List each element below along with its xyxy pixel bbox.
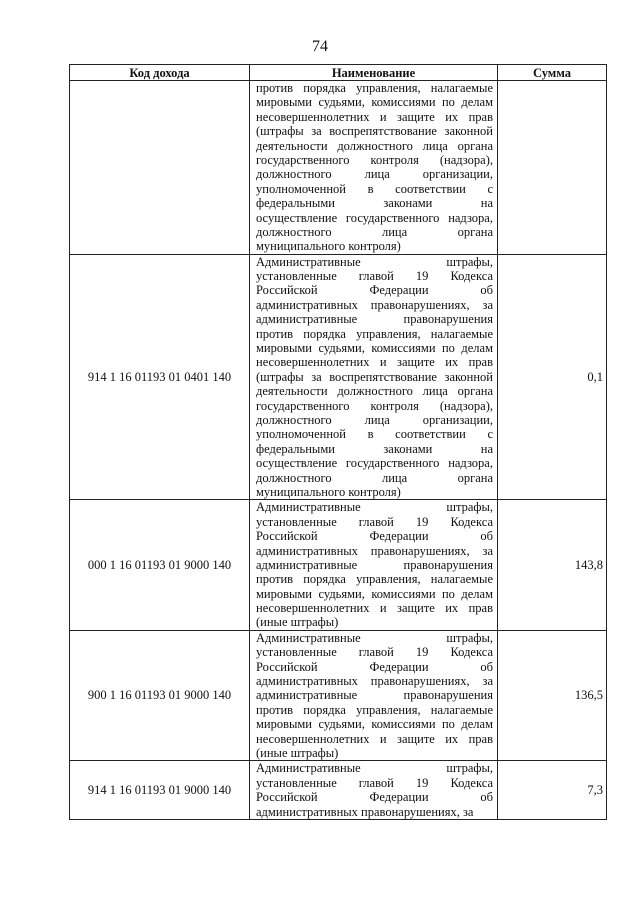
name-line: Российской Федерации об (256, 790, 493, 805)
revenue-code: 900 1 16 01193 01 9000 140 (70, 630, 250, 761)
revenue-code: 914 1 16 01193 01 0401 140 (70, 254, 250, 500)
name-line: Административные штрафы, (256, 630, 493, 645)
name-line: против порядка управления, налагаемые (256, 81, 493, 95)
revenue-name (250, 254, 498, 500)
table-header-row (70, 65, 607, 81)
revenue-name (250, 500, 498, 631)
name-line: (иные штрафы) (256, 745, 339, 760)
revenue-sum: 136,5 (498, 630, 607, 761)
name-line: административные правонарушения (256, 688, 493, 703)
name-line: (штрафы за воспрепятствование законной (256, 369, 493, 384)
table-row (70, 254, 607, 500)
name-line: деятельности должностного лица органа (256, 138, 493, 153)
revenue-sum: 143,8 (498, 500, 607, 631)
revenue-code: 914 1 16 01193 01 9000 140 (70, 761, 250, 820)
header-name: Наименование (250, 65, 498, 81)
name-line: административных правонарушениях, за (256, 804, 474, 819)
revenue-name (250, 630, 498, 761)
revenue-table (69, 64, 607, 820)
name-line: мировыми судьями, комиссиями по делам (256, 586, 493, 601)
name-line: должностного лица организации, (256, 167, 493, 182)
name-line: Российской Федерации об (256, 659, 493, 674)
name-line: против порядка управления, налагаемые (256, 702, 493, 717)
page-number: 74 (312, 38, 328, 55)
name-line: против порядка управления, налагаемые (256, 326, 493, 341)
name-line: федеральными законами на (256, 196, 493, 211)
name-line: установленные главой 19 Кодекса (256, 775, 493, 790)
name-line: против порядка управления, налагаемые (256, 572, 493, 587)
name-line: Российской Федерации об (256, 529, 493, 544)
header-code: Код дохода (70, 65, 250, 81)
name-line: должностного лица организации, (256, 412, 493, 427)
name-line: несовершеннолетних и защите их прав (256, 601, 493, 616)
table-row (70, 500, 607, 631)
name-line: государственного контроля (надзора), (256, 152, 493, 167)
name-line: несовершеннолетних и защите их прав (256, 109, 493, 124)
name-line: (штрафы за воспрепятствование законной (256, 124, 493, 139)
name-line: (иные штрафы) (256, 615, 339, 630)
name-line: мировыми судьями, комиссиями по делам (256, 341, 493, 356)
name-line: Административные штрафы, (256, 500, 493, 515)
revenue-name (250, 81, 498, 255)
table-row (70, 761, 607, 820)
revenue-sum (498, 81, 607, 255)
revenue-name (250, 761, 498, 820)
name-line: административные правонарушения (256, 557, 493, 572)
table-body (70, 81, 607, 820)
name-line: установленные главой 19 Кодекса (256, 514, 493, 529)
name-line: деятельности должностного лица органа (256, 384, 493, 399)
name-line: мировыми судьями, комиссиями по делам (256, 95, 493, 110)
name-line: уполномоченной в соответствии с (256, 427, 493, 442)
name-line: должностного лица органа (256, 224, 493, 239)
name-line: Административные штрафы, (256, 254, 493, 269)
name-line: Российской Федерации об (256, 283, 493, 298)
name-line: осуществление государственного надзора, (256, 456, 493, 471)
name-line: должностного лица органа (256, 470, 493, 485)
name-line: осуществление государственного надзора, (256, 210, 493, 225)
table-row (70, 81, 607, 255)
name-line: федеральными законами на (256, 441, 493, 456)
name-line: административных правонарушениях, за (256, 543, 493, 558)
revenue-sum: 0,1 (498, 254, 607, 500)
revenue-code: 000 1 16 01193 01 9000 140 (70, 500, 250, 631)
name-line: административных правонарушениях, за (256, 674, 493, 689)
name-line: административных правонарушениях, за (256, 297, 493, 312)
revenue-code (70, 81, 250, 255)
name-line: административные правонарушения (256, 312, 493, 327)
name-line: установленные главой 19 Кодекса (256, 269, 493, 284)
name-line: муниципального контроля) (256, 239, 401, 254)
name-line: мировыми судьями, комиссиями по делам (256, 717, 493, 732)
name-line: муниципального контроля) (256, 484, 401, 499)
name-line: несовершеннолетних и защите их прав (256, 355, 493, 370)
header-sum: Сумма (498, 65, 607, 81)
name-line: Административные штрафы, (256, 761, 493, 776)
table-row (70, 630, 607, 761)
name-line: установленные главой 19 Кодекса (256, 645, 493, 660)
revenue-sum: 7,3 (498, 761, 607, 820)
name-line: уполномоченной в соответствии с (256, 181, 493, 196)
name-line: государственного контроля (надзора), (256, 398, 493, 413)
name-line: несовершеннолетних и защите их прав (256, 731, 493, 746)
